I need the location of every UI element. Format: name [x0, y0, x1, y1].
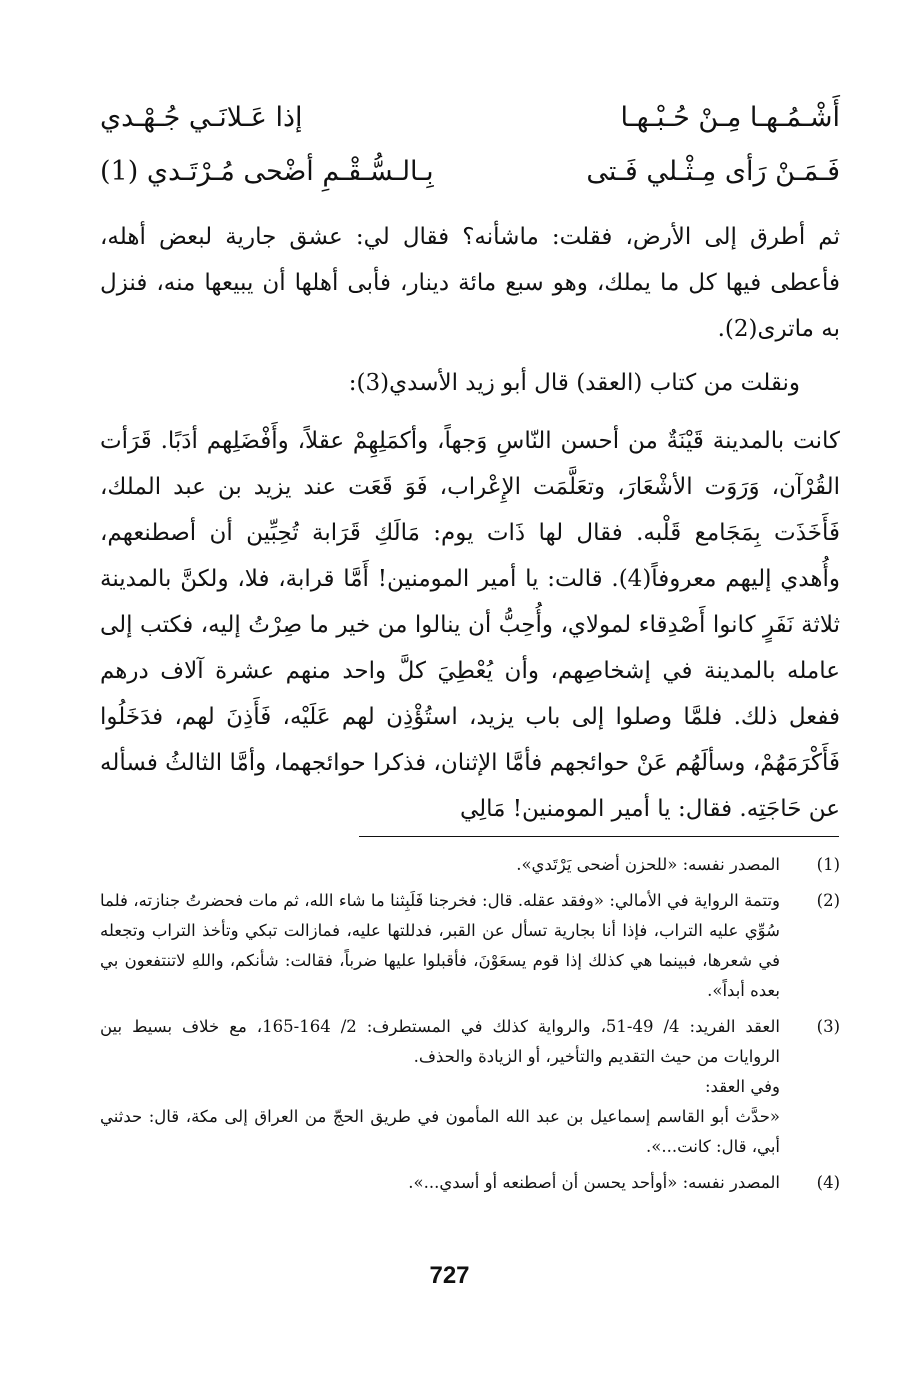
footnote-3 [100, 1012, 840, 1162]
poem-verse-1 [100, 98, 840, 138]
verse-1-first-hemistich: أَشْـمُـهـا مِـنْ حُـبْـهـا [620, 102, 840, 133]
verse-2-first-hemistich: فَـمَـنْ رَأى مِـثْـلي فَـتى [586, 156, 840, 187]
page-number: 727 [429, 1262, 470, 1289]
footnote-text: العقد الفريد: 4/ 49-51، والرواية كذلك في المستطرف: 2/ 164-165، مع خلاف بسيط بين الروايات من حيث التقديم والتأخير، أو الزيادة والحذف. [100, 1017, 780, 1066]
footnote-text: «حدَّث أبو القاسم إسماعيل بن عبد الله المأمون في طريق الحجّ من العراق إلى مكة، قال: حدثني أبي، قال: كانت...». [100, 1107, 780, 1156]
footnote-number: (3) [816, 1017, 840, 1036]
poem-verse-2 [100, 152, 840, 192]
footnote-2 [100, 886, 840, 1006]
footnote-number: (2) [816, 891, 840, 910]
body-paragraph-3: كانت بالمدينة قَيْنَةٌ من أحسن النّاسِ وَجهاً، وأكمَلِهِمْ عقلاً، وأَفْضَلِهم أدَبًا. قَرَأت القُرْآن، وَرَوَت الأشْعَارَ، وتعَلَّمَت الإِعْراب، فَوَ قَعَت عند يزيد بن عبد الملك، فَأَخَذَت بِمَجَامع قَلْبه. فقال لها ذَات يوم: مَالَكِ قَرَابة تُحِبِّين أن أصطنعهم، وأُهدي إليهم معروفاً(4). قالت: يا أمير المومنين! أَمَّا قرابة، فلا، ولكنَّ بالمدينة ثلاثة نَفَرٍ كانوا أَصْدِقاء لمولاي، وأُحِبُّ أن ينالوا من خير ما صِرْتُ إليه، فكتب إلى عامله بالمدينة في إشخاصِهم، وأن يُعْطِيَ كلَّ واحد منهم عشرة آلاف درهم ففعل ذلك. فلمَّا وصلوا إلى باب يزيد، استُؤْذِن لهم عَلَيْه، فَأَذِنَ لهم، فدَخَلُوا فَأَكْرَمَهُمْ، وسألَهُم عَنْ حوائجهم فأمَّا الإثنان، فذكرا حوائجهما، وأمَّا الثالثُ فسأله عن حَاجَتِه. فقال: يا أمير المومنين! مَالِي [100, 428, 840, 822]
body-paragraph-2: ونقلت من كتاب (العقد) قال أبو زيد الأسدي(3): [348, 370, 800, 396]
verse-1-second-hemistich: إذا عَـلانَـي جُـهْـدي [100, 102, 303, 133]
footnote-text: وتتمة الرواية في الأمالي: «وفقد عقله. قال: فخرجنا فَلَبِثنا ما شاء الله، ثم مات فحضرتُ جنازته، فلما سُوِّي عليه التراب، فإذا أنا بجارية تسأل عن القبر، فدللتها عليه، فمازالت تبكي وتأخذ التراب وتجعله في شعرها، فبينما هي كذلك إذا قوم يسعَوْنَ، فأقبلوا عليها ضرباً، فقالت: شأنكم، واللهِ لاتنتفعون بي بعده أبداً». [100, 891, 780, 1000]
footnote-separator [359, 836, 839, 837]
footnote-4 [100, 1168, 840, 1198]
footnote-number: (4) [816, 1173, 840, 1192]
verse-2-second-hemistich: بِـالـسُّـقْـمِ أضْحى مُـرْتَـدي (1) [100, 156, 434, 187]
footnote-text: وفي العقد: [705, 1077, 780, 1096]
footnote-text: المصدر نفسه: «أوأحد يحسن أن أصطنعه أو أسدي...». [408, 1173, 780, 1192]
footnote-1 [100, 850, 840, 880]
footnote-number: (1) [816, 855, 840, 874]
body-paragraph-1: ثم أطرق إلى الأرض، فقلت: ماشأنه؟ فقال لي: عشق جارية لبعض أهله، فأعطى فيها كل ما يملك، وهو سبع مائة دينار، فأبى أهلها أن يبيعها منه، فنزل به ماترى(2). [100, 224, 840, 342]
footnotes [100, 850, 840, 1204]
footnote-text: المصدر نفسه: «للحزن أضحى يَرْتَدي». [516, 855, 780, 874]
